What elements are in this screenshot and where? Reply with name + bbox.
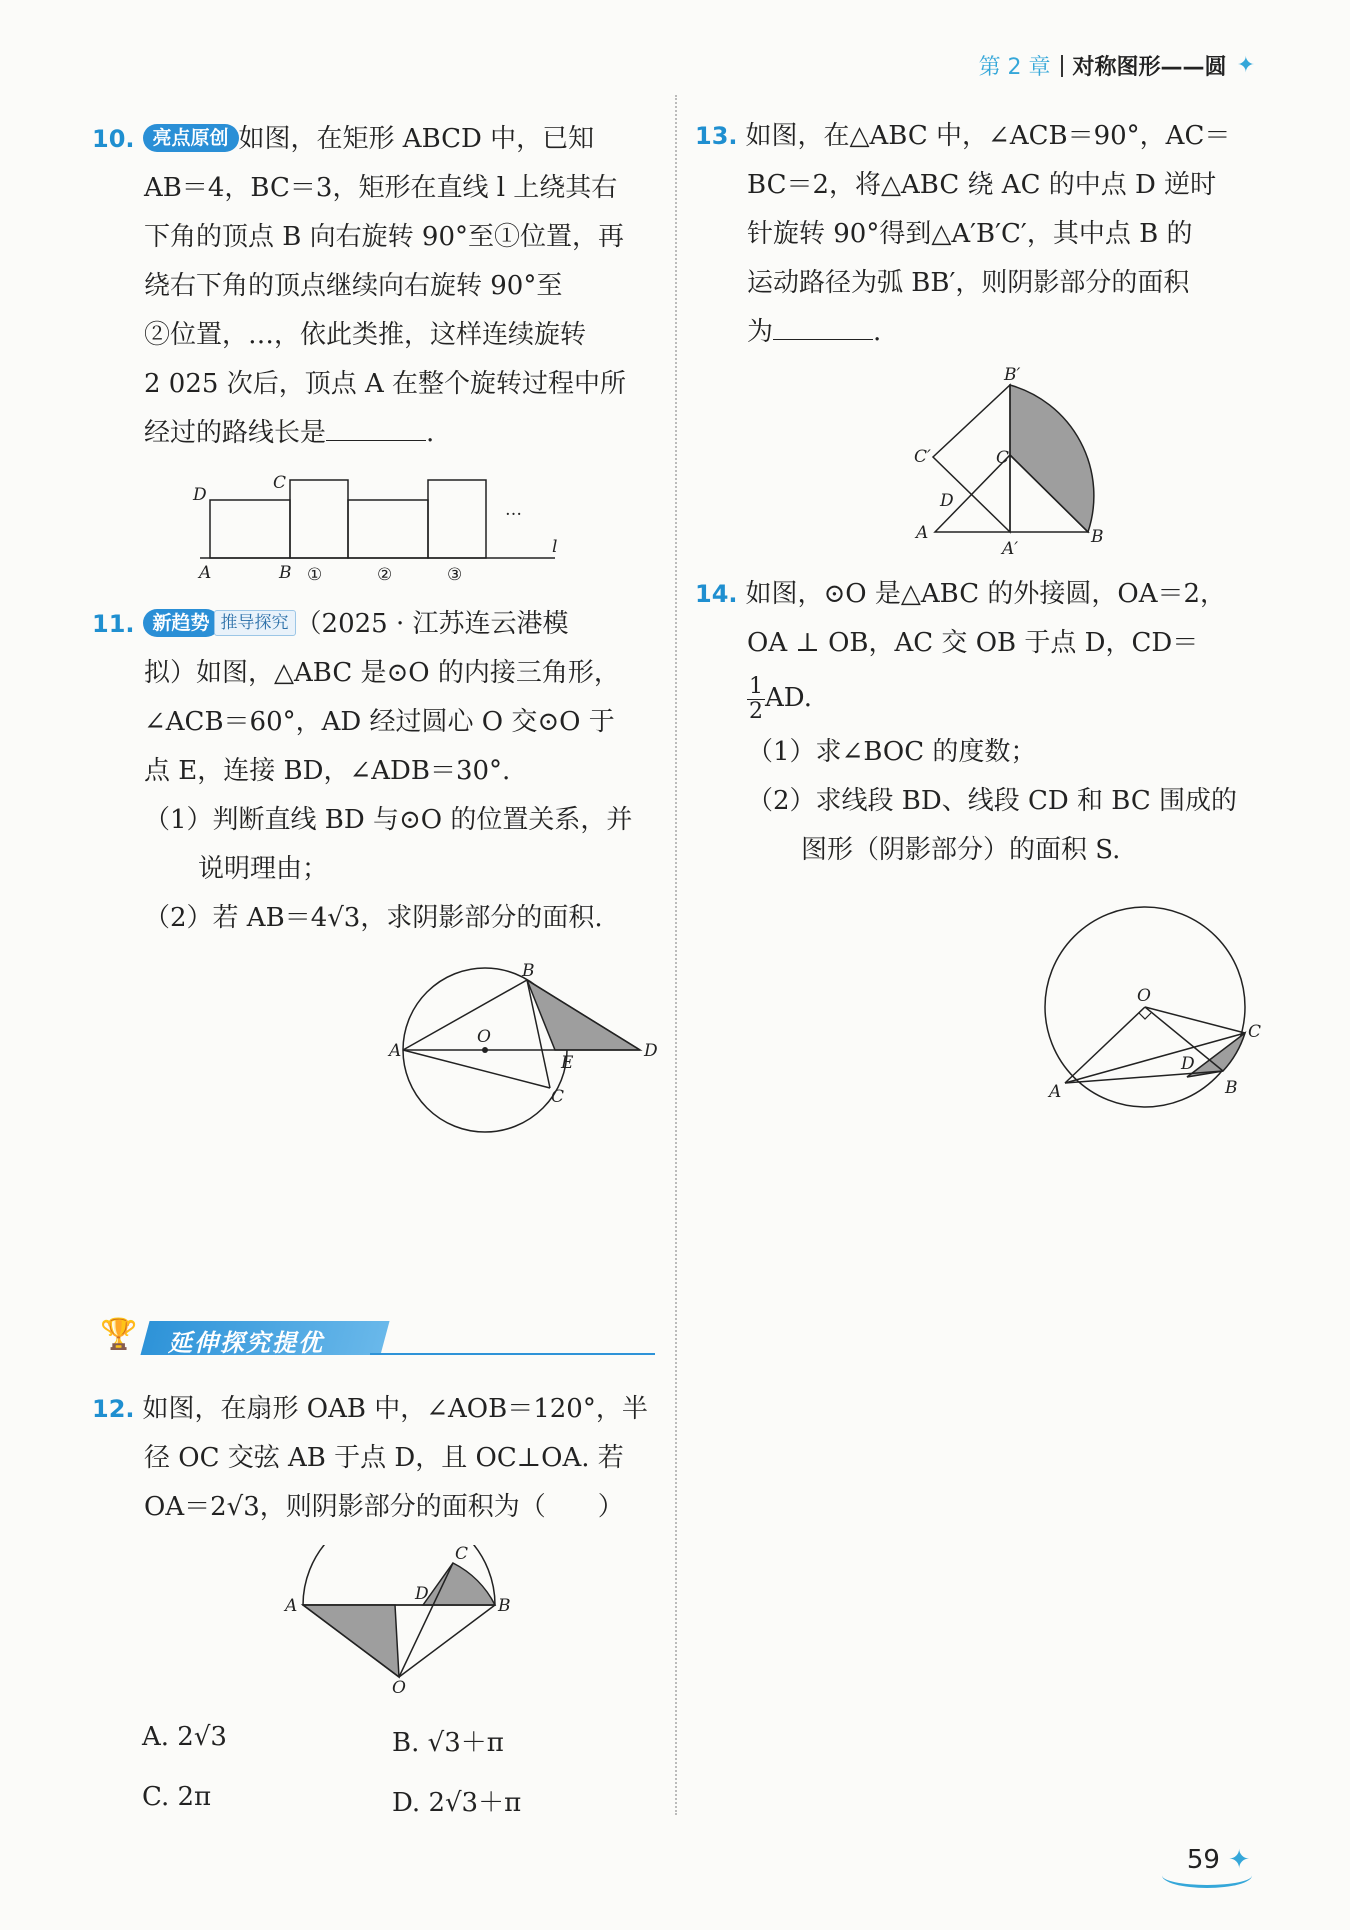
problem-14 xyxy=(695,570,1260,875)
problem-text-line: 径 OC 交弦 AB 于点 D，且 OC⊥OA. 若 xyxy=(144,1443,624,1473)
label-C: C xyxy=(1248,1022,1262,1042)
problem-number: 14. xyxy=(695,580,738,608)
sector-figure xyxy=(275,1545,525,1695)
rotation-triangle-figure xyxy=(910,360,1110,560)
label-l: l xyxy=(552,537,558,557)
problem-text-line: 运动路径为弧 BB′，则阴影部分的面积 xyxy=(747,268,1190,298)
choice-d[interactable]: D. 2√3＋π xyxy=(392,1788,522,1818)
trophy-icon: 🏆 xyxy=(100,1317,138,1352)
label-O: O xyxy=(477,1027,491,1047)
segment-ac xyxy=(403,1050,550,1088)
problem-13: 13. 如图，在△ABC 中，∠ACB＝90°，AC＝ BC＝2，将△ABC 绕 AC 的中点 D 逆时 针旋转 90°得到△A′B′C′，其中点 B 的 运动路径为弧 BB′，则阴影部分的面积 为 . xyxy=(695,112,1260,357)
problem-text-line: 如图，在扇形 OAB 中，∠AOB＝120°，半 xyxy=(142,1394,648,1424)
problem-text-line: 如图，⊙O 是△ABC 的外接圆，OA＝2， xyxy=(745,579,1227,609)
choice-b[interactable]: B. √3＋π xyxy=(392,1728,504,1758)
label-D: D xyxy=(193,485,207,505)
label-ellipsis: … xyxy=(505,500,522,520)
problem-number: 13. xyxy=(695,122,738,150)
problem-number: 12. xyxy=(92,1395,135,1423)
problem-text-line: BC＝2，将△ABC 绕 AC 的中点 D 逆时 xyxy=(747,170,1217,200)
problem-text-line: OA＝2√3，则阴影部分的面积为（ ） xyxy=(144,1492,624,1522)
label-B: B xyxy=(1091,527,1104,547)
sparkle-icon: ✦ xyxy=(1236,53,1255,78)
sub-question-1: （1）判断直线 BD 与⊙O 的位置关系，并 xyxy=(144,805,633,835)
label-D: D xyxy=(940,491,954,511)
label-A-prime: A′ xyxy=(1002,539,1019,559)
section-header xyxy=(100,1315,655,1359)
rect-pos-3 xyxy=(428,480,486,558)
problem-text-line: 经过的路线长是 xyxy=(144,418,327,448)
chapter-label: 第 2 章 xyxy=(978,55,1051,80)
problem-11 xyxy=(92,600,652,943)
answer-blank[interactable] xyxy=(326,439,426,441)
section-underline xyxy=(370,1353,655,1355)
rect-rotation-figure xyxy=(185,470,575,585)
problem-10: 10. 亮点原创 如图，在矩形 ABCD 中，已知 AB＝4，BC＝3，矩形在直线 l 上绕其右 下角的顶点 B 向右旋转 90°至①位置，再 绕右下角的顶点继续向右旋转 90°至 ②位置，…，依此类推，这样连续旋转 2 025 次后，顶点 A 在整个旋转过程中所 经过的路线长是 . xyxy=(92,115,652,458)
shaded-region xyxy=(1187,1033,1245,1077)
problem-text-line: 如图，在矩形 ABCD 中，已知 xyxy=(238,124,595,154)
problem-text-line: 拟）如图，△ABC 是⊙O 的内接三角形， xyxy=(144,658,620,688)
badge-new-trend: 新趋势 xyxy=(143,609,220,637)
label-B: B xyxy=(1225,1078,1238,1098)
choice-c[interactable]: C. 2π xyxy=(142,1782,212,1812)
answer-blank[interactable] xyxy=(773,338,873,340)
label-C-prime: C′ xyxy=(914,447,931,467)
label-pos-2: ② xyxy=(377,565,393,585)
badge-original: 亮点原创 xyxy=(143,124,239,152)
sub-question-1: （1）求∠BOC 的度数； xyxy=(747,737,1037,767)
circle-tangent-figure xyxy=(385,960,675,1140)
column-divider xyxy=(675,95,677,1815)
label-B-prime: B′ xyxy=(1004,365,1021,385)
problem-text-line: AB＝4，BC＝3，矩形在直线 l 上绕其右 xyxy=(144,173,618,203)
label-C: C xyxy=(273,473,287,493)
label-O: O xyxy=(392,1678,406,1695)
label-O: O xyxy=(1137,986,1151,1006)
problem-number: 10. xyxy=(92,125,135,153)
label-D: D xyxy=(1181,1054,1195,1074)
problem-text-line: 如图，在△ABC 中，∠ACB＝90°，AC＝ xyxy=(745,121,1231,151)
problem-number: 11. xyxy=(92,610,135,638)
fraction-tail: AD. xyxy=(765,683,812,713)
chapter-title: 对称图形——圆 xyxy=(1072,55,1227,80)
page-header xyxy=(979,50,1255,81)
label-B: B xyxy=(522,961,535,981)
problem-12 xyxy=(92,1385,652,1532)
sub-question-1-cont: 说明理由； xyxy=(198,854,329,884)
problem-text-line: OA ⊥ OB，AC 交 OB 于点 D，CD＝ xyxy=(747,628,1199,658)
label-pos-3: ③ xyxy=(447,565,463,585)
label-C: C xyxy=(551,1087,565,1107)
radius-oc xyxy=(399,1563,453,1677)
circumcircle-figure xyxy=(1035,905,1265,1115)
right-angle-mark xyxy=(1139,1013,1151,1019)
page-number-swoosh xyxy=(1162,1863,1252,1888)
problem-text-line: 针旋转 90°得到△A′B′C′，其中点 B 的 xyxy=(747,219,1193,249)
radius-ob xyxy=(399,1605,495,1677)
badge-derivation: 推导探究 xyxy=(214,610,296,636)
label-pos-1: ① xyxy=(307,565,323,585)
label-D: D xyxy=(644,1041,658,1061)
problem-text-line: （2025 · 江苏连云港模 xyxy=(295,609,569,639)
sub-question-2: （2）求线段 BD、线段 CD 和 BC 围成的 xyxy=(747,786,1238,816)
label-A: A xyxy=(285,1596,298,1616)
sub-question-2: （2）若 AB＝4√3，求阴影部分的面积. xyxy=(144,903,603,933)
label-A: A xyxy=(199,563,212,583)
sparkle-icon: ✦ xyxy=(1228,1845,1250,1875)
problem-text-line: 下角的顶点 B 向右旋转 90°至①位置，再 xyxy=(144,222,624,252)
label-D: D xyxy=(415,1584,429,1604)
choice-a[interactable]: A. 2√3 xyxy=(142,1722,227,1752)
label-A: A xyxy=(1049,1082,1062,1102)
fraction: $\frac{1}{2}$ xyxy=(749,673,763,724)
problem-text-line: ∠ACB＝60°，AD 经过圆心 O 交⊙O 于 xyxy=(144,707,615,737)
problem-text-line: 绕右下角的顶点继续向右旋转 90°至 xyxy=(144,271,563,301)
problem-text-line: 2 025 次后，顶点 A 在整个旋转过程中所 xyxy=(144,369,627,399)
rect-pos-1 xyxy=(290,480,348,558)
header-separator xyxy=(1061,55,1063,77)
label-A: A xyxy=(916,523,929,543)
label-B: B xyxy=(498,1596,511,1616)
label-E: E xyxy=(561,1053,574,1073)
label-C: C xyxy=(455,1545,469,1564)
sub-question-2-cont: 图形（阴影部分）的面积 S. xyxy=(801,835,1121,865)
label-C: C xyxy=(996,448,1010,468)
shaded-segment xyxy=(423,1563,495,1605)
label-B: B xyxy=(279,563,292,583)
section-title: 延伸探究提优 xyxy=(168,1329,324,1357)
label-A: A xyxy=(389,1041,402,1061)
problem-text-line: 点 E，连接 BD，∠ADB＝30°. xyxy=(144,756,511,786)
center-dot xyxy=(482,1047,488,1053)
rect-abcd xyxy=(210,500,290,558)
problem-text-line: ②位置，…，依此类推，这样连续旋转 xyxy=(144,320,587,350)
page-number: 59 ✦ xyxy=(1187,1845,1250,1875)
segment-ab xyxy=(403,980,527,1050)
problem-text-line: 为 xyxy=(747,317,774,347)
shaded-region xyxy=(1010,385,1094,532)
rect-pos-2 xyxy=(348,500,428,558)
